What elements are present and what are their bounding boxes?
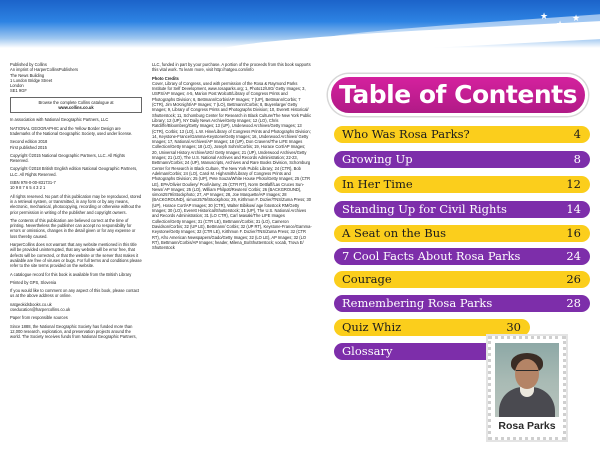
comment-text: If you would like to comment on any aspect of this book, please contact us at the above address or online.: [10, 288, 140, 299]
credits-intro: LLC, funded in part by your purchase. A portion of the proceeds from this book supports this vital work. To learn more, visit http://natgeo.com/info: [152, 62, 311, 73]
copyright-2: Copyright ©2018 British English edition National Geographic Partners, LLC. All Rights Reserved.: [10, 166, 138, 177]
star-icon: ★: [572, 13, 581, 23]
catalogue-record: A catalogue record for this book is available from the British Library: [10, 271, 132, 277]
catalogue-url[interactable]: www.collins.co.uk: [58, 105, 94, 111]
toc-entry-page: 28: [566, 296, 581, 310]
contact-links: [10, 302, 142, 313]
toc-entry-label: Growing Up: [342, 152, 413, 166]
photo-credits-heading: Photo Credits: [152, 75, 179, 81]
toc-entry-page: 26: [566, 272, 581, 286]
stamp-name: Rosa Parks: [495, 419, 559, 434]
toc-entry[interactable]: [334, 271, 590, 288]
toc-entry[interactable]: [334, 319, 530, 336]
toc-entry-page: 8: [573, 152, 581, 166]
toc-entry-label: In Her Time: [342, 177, 413, 191]
toc-entry-label: Glossary: [342, 344, 393, 358]
toc-title: Table of Contents: [328, 74, 588, 116]
star-icon: ★: [556, 19, 565, 29]
toc-entry-label: Courage: [342, 272, 392, 286]
toc-entry-label: Who Was Rosa Parks?: [342, 127, 470, 141]
society-text: Since 1888, the National Geographic Society has funded more than 12,000 research, exploration, and preservation projects around the world. The Society receives funds from National Geographic Partners,: [10, 323, 137, 340]
star-icon: ★: [540, 11, 549, 21]
isbn: ISBN 978-0-00-831731-7 10 9 8 7 6 5 4 3 2 1: [10, 180, 56, 191]
top-banner: [0, 0, 600, 48]
toc-entry[interactable]: [334, 295, 590, 312]
toc-entry[interactable]: [334, 126, 590, 143]
edition-info: Second edition 2018 First published 2015: [10, 139, 48, 150]
copyright-1: Copyright ©2015 National Geographic Partners, LLC. All Rights Reserved.: [10, 152, 125, 164]
toc-entry[interactable]: [334, 151, 590, 168]
toc-entry[interactable]: [334, 225, 590, 242]
star-icon: ★: [588, 21, 597, 31]
portrait-photo: [495, 343, 559, 417]
photo-credits-text: Cover, Library of Congress, used with permission of the Rosa & Raymond Parks Institute for Self Development, www.rosaparks.org; 1, Photo12/UIG/ Getty Images; 3, USPS/AP Images; 4-5, Marion Post Wolcott/Library of Congress Prints and Photographs Division; 6, Bettmann/Corbis/AP Images; 7 (UP), Bettmann/Corbis; 7 (CTR), Jim McKnight/AP Images; 7 (LO), Bettmann/Corbis; 8, Buyenlarge/ Getty Images; 9, Library of Congress Prints and Photographs Division; 10, Everett Historical/ Shutterstock; 11, Schomburg Center for Research in Black Culture/The New York Public Library; 12 (UP), NY Daily News Archive/Getty Images; 12 (LO), Chris Ratcliffe/Bloomberg/Getty Images; 13 (UP), Underwood Archives/Getty Images; 13 (CTR), Corbis; 13 (LO), L.W. Hine/Library of Congress Prints and Photographs Division; 14, Keystone-France/Gamma-Keystone/Getty Images; 16, Underwood Archives/ Getty Images; 17, National Archives/AP Images; 18 (UP), Don Cravens/The LIFE Images Collection/Getty Images; 18 (LO), Joseph Sohm/Corbis; 19, Horace Cort/AP Images; 20, Universal History Archive/UIG/ Getty Images; 21 (UP), Underwood Archives/Getty Images; 21 (LO), The U.S. National Archives and Records Administration; 22-23, Bettmann/Corbis; 24 (UP), Manuscripts, Archives and Rare Books Division, Schomburg Center for Research in Black Culture, The New York Public Library; 24 (CTR), Bob Adelman/Corbis; 24 (LO), Carol M. Highsmith/Library of Congress Prints and Photographs Division; 25 (UP), Pete Souza/White House Photo/Getty Images; 25 (CTR LE), EPA/Olivier Douliery/ Pool/Alamy; 25 (CTR RT), Norm Dettlaff/Las Cruces Sun-News/ AP Images; 25 (LO), William Philpott/Reuters/ Corbis; 26 (BACKGROUND), simon2579/iStockphoto; 27, AP Images; 28, Joe Marquette/AP Images; 28 (BACKGROUND), simon2579/iStockphoto; 29, Kirthmon F. Dozier/TNS/Zuma Press; 30 (UP), Horace Cort/AP Images; 30 (CTR), Walter Bibikow/ age fotostock RM/Getty Images; 30 (LO), Everett Historical/Shutterstock; 31 (UP), The U.S. National Archives and Records Administration; 31 (LO CTR), Carl Iwasaki/The LIFE Images Collection/Getty Images; 31 (CTR LE), Bettmann/Corbis; 31 (LO), Cameron Davidson/Corbis; 32 (UP LE), Bettmann/ Corbis; 32 (UP RT), Keystone-France/Gamma-Keystone/Getty Images; 32 (CTR LE), Kirthmon F. Dozier/TNS/Zuma Press; 32 (CTR RT), Afro American Newspapers/Gado/Getty Images; 32 (LO LE), AP Images; 32 (LO RT), Bettmann/Corbis/AP Images; header, Milena_Bo/Shutterstock; vocab, Trova E/ Shutterstock: [152, 80, 312, 251]
toc-entry-page: 16: [566, 226, 581, 240]
paper-text: Paper from responsible sources: [10, 315, 68, 321]
toc-entry[interactable]: [334, 176, 590, 193]
rosa-parks-stamp: [488, 336, 566, 440]
association-text: In association with National Geographic Partners, LLC: [10, 117, 109, 123]
printed-by: Printed by GPS, Slovenia: [10, 279, 57, 285]
toc-entry-page: 14: [566, 202, 581, 216]
toc-entry-label: 7 Cool Facts About Rosa Parks: [342, 249, 521, 263]
toc-entry-label: Standing Up for Civil Rights: [342, 202, 507, 216]
toc-entry[interactable]: [334, 248, 590, 265]
credits-column: [152, 62, 312, 253]
toc-entry[interactable]: [334, 201, 590, 218]
toc-entry-page: 30: [506, 320, 521, 334]
rights-text: All rights reserved. No part of this publication may be reproduced, stored in a retrieval system, or transmitted, in any form or by any means, electronic, mechanical, photocopying, recording or otherwise without the prior permission in writing of the publisher and copyright owners.: [10, 193, 142, 215]
toc-entry-page: 24: [566, 249, 581, 263]
star-icon: ★: [528, 24, 537, 34]
website-link[interactable]: natgeokidsbooks.co.uk: [10, 301, 52, 307]
website-disclaimer: HarperCollins does not warrant that any website mentioned in this title will be provided uninterrupted, that any website will be error free, that defects will be corrected, or that the website or the server that makes it available are free of viruses or bugs. For full terms and conditions please refer to the site terms provided on the website.: [10, 242, 142, 269]
publisher-address: Published by Collins An imprint of HarperCollinsPublishers The News Building 1 London Bridge Street London SE1 9GF: [10, 62, 79, 94]
portrait-glasses: [516, 370, 538, 376]
imprint-column: [10, 62, 142, 342]
toc-title-badge: [328, 74, 588, 116]
toc-entry-page: 12: [566, 177, 581, 191]
toc-entry-label: Remembering Rosa Parks: [342, 296, 493, 310]
accuracy-text: The contents of this publication are believed correct at the time of printing. Nevertheless the publisher can accept no responsibility for errors or omissions, changes in the detail given or for any expense or loss thereby caused.: [10, 217, 136, 239]
toc-entry-label: Quiz Whiz: [342, 320, 402, 334]
toc-entry-page: 4: [573, 127, 581, 141]
catalogue-box: Browse the complete Collins catalogue at www.collins.co.uk: [10, 97, 142, 114]
toc-entry-label: A Seat on the Bus: [342, 226, 447, 240]
email-link[interactable]: cseducation@harpercollins.co.uk: [10, 306, 71, 312]
trademark-text: NATIONAL GEOGRAPHIC and the Yellow Border Design are trademarks of the National Geographic Society, used under license.: [10, 125, 133, 136]
